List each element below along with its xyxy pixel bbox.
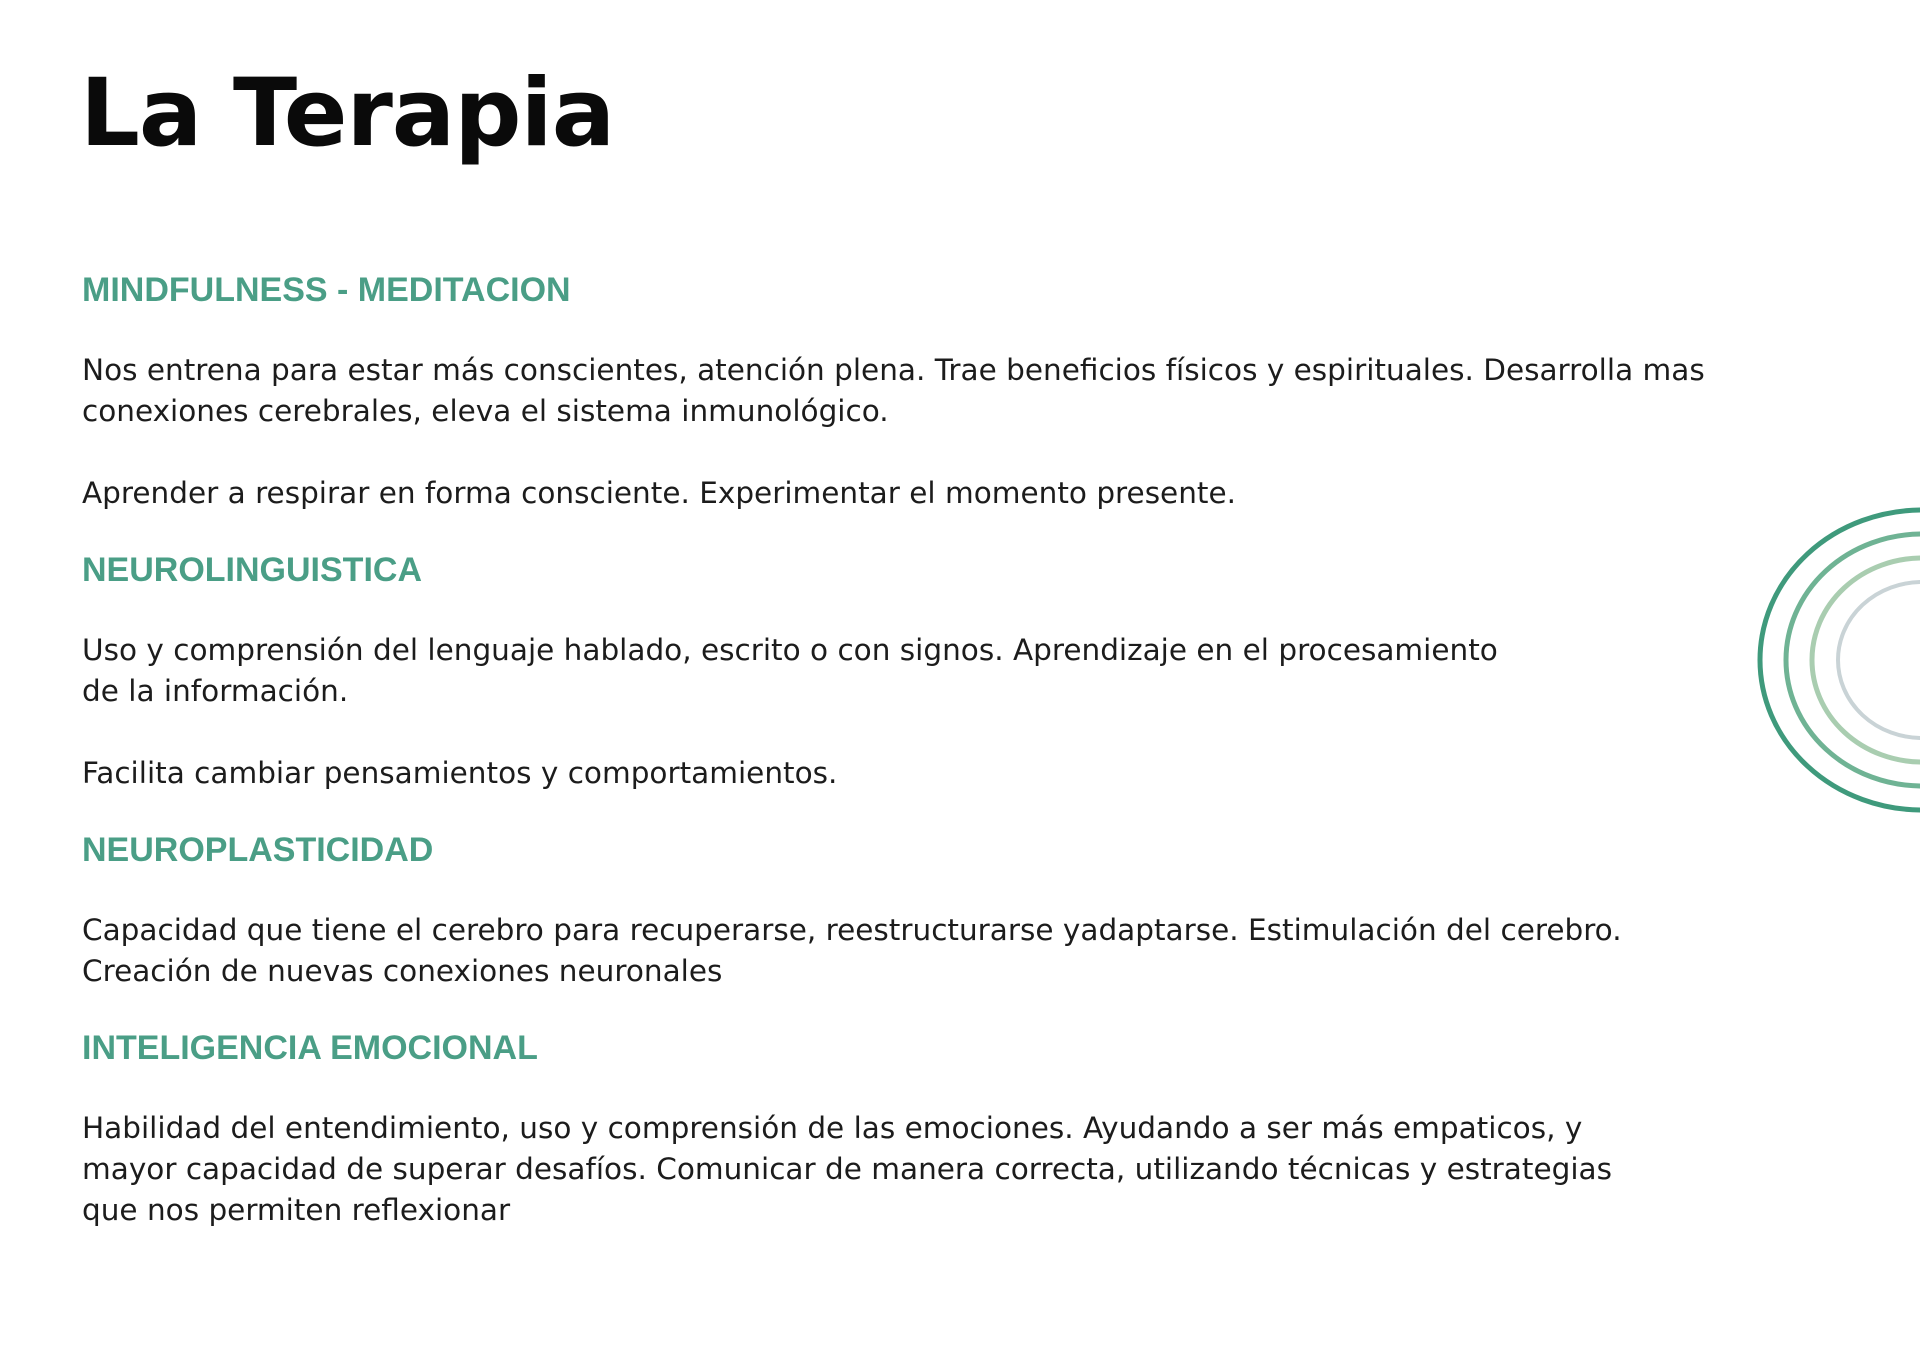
section-paragraph: Uso y comprensión del lenguaje hablado, escrito o con signos. Aprendizaje en el procesamiento de la información. — [82, 633, 1498, 708]
section-paragraph: Nos entrena para estar más conscientes, atención plena. Trae beneficios físicos y espirituales. Desarrolla mas conexiones cerebrales, eleva el sistema inmunológico. — [82, 353, 1705, 428]
page-title: La Terapia — [80, 59, 615, 168]
arc-second — [1786, 534, 1920, 786]
section-paragraph: Capacidad que tiene el cerebro para recuperarse, reestructurarse yadaptarse. Estimulación del cerebro. Creación de nuevas conexiones neuronales — [82, 913, 1622, 988]
section-heading-neuroplasticidad: NEUROPLASTICIDAD — [82, 831, 434, 869]
arc-inner — [1838, 582, 1920, 738]
content-body — [82, 268, 1782, 1231]
arc-third — [1812, 558, 1920, 762]
section-paragraph: Aprender a respirar en forma consciente. Experimentar el momento presente. — [82, 476, 1237, 510]
section-paragraph: Facilita cambiar pensamientos y comportamientos. — [82, 756, 838, 790]
section-heading-mindfulness: MINDFULNESS - MEDITACION — [82, 271, 571, 309]
section-heading-inteligencia-emocional: INTELIGENCIA EMOCIONAL — [82, 1029, 538, 1067]
decorative-arcs-icon — [1750, 500, 1920, 820]
section-heading-neurolinguistica: NEUROLINGUISTICA — [82, 551, 422, 589]
section-paragraph: Habilidad del entendimiento, uso y comprensión de las emociones. Ayudando a ser más empaticos, y mayor capacidad de superar desafíos. Comunicar de manera correcta, utilizando técnicas y estrategias que nos permiten reflexionar — [82, 1111, 1612, 1227]
